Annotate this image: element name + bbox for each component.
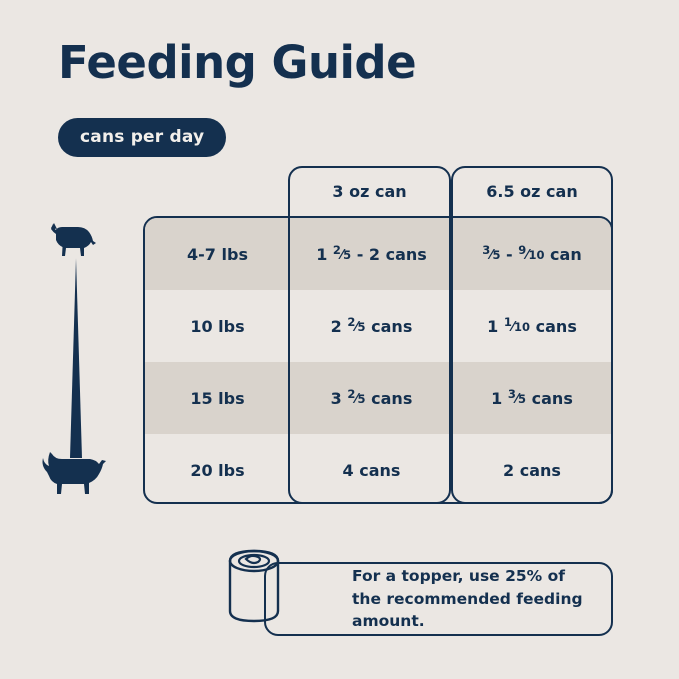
value-suffix: cans	[371, 316, 413, 336]
column-header-3oz: 3 oz can	[332, 181, 407, 201]
cell-weight: 15 lbs	[190, 388, 245, 408]
page-title: Feeding Guide	[58, 36, 417, 89]
topper-note-text: For a topper, use 25% of the recommended feeding amount.	[352, 567, 583, 631]
cell-3oz	[290, 290, 453, 362]
value-suffix: can	[550, 244, 582, 264]
value-suffix: cans	[531, 388, 573, 408]
feeding-table	[143, 166, 613, 504]
fraction: $^9$⁄10	[518, 243, 545, 264]
value-whole: 1	[487, 316, 499, 336]
cell-3oz	[290, 218, 453, 290]
value-suffix: cans	[535, 316, 577, 336]
fraction: $^3$⁄5	[482, 243, 501, 264]
fraction: $^2$⁄5	[347, 387, 366, 408]
value-mid: -	[506, 244, 513, 264]
table-row	[145, 218, 611, 290]
fraction: $^1$⁄10	[503, 315, 531, 336]
large-cat-icon	[40, 448, 106, 496]
cell-65oz	[453, 218, 611, 290]
value-whole: 2	[330, 316, 342, 336]
table-row	[145, 434, 611, 504]
fraction: $^2$⁄5	[332, 243, 352, 264]
cell-65oz	[453, 362, 611, 434]
cell-weight: 20 lbs	[190, 460, 245, 480]
column-header-65oz: 6.5 oz can	[486, 181, 578, 201]
cell-3oz: 4 cans	[342, 460, 401, 480]
cell-65oz	[453, 290, 611, 362]
subtitle-pill: cans per day	[58, 118, 226, 157]
can-icon	[222, 545, 326, 627]
value-suffix: cans	[371, 388, 413, 408]
cell-weight: 4-7 lbs	[187, 244, 248, 264]
small-cat-icon	[44, 218, 100, 258]
cell-weight: 10 lbs	[190, 316, 245, 336]
value-whole: 1	[491, 388, 503, 408]
fraction: $^2$⁄5	[347, 315, 366, 336]
value-whole: 1	[316, 244, 328, 264]
fraction: $^3$⁄5	[507, 387, 527, 408]
value-whole: 3	[330, 388, 342, 408]
value-suffix: - 2 cans	[356, 244, 427, 264]
table-body	[143, 216, 613, 504]
cell-65oz: 2 cans	[503, 460, 561, 480]
table-row	[145, 362, 611, 434]
table-row	[145, 290, 611, 362]
cell-3oz	[290, 362, 453, 434]
growth-wedge-icon	[66, 258, 86, 458]
